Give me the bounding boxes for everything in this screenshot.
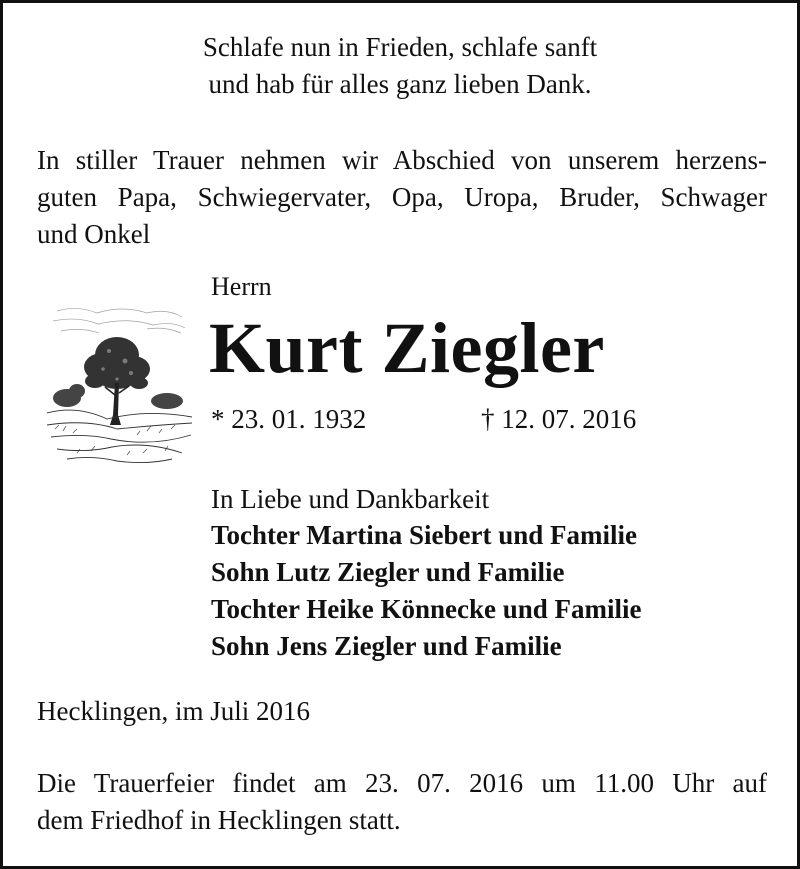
death-date: † 12. 07. 2016 — [481, 404, 637, 434]
funeral-line-2: dem Friedhof in Hecklingen statt. — [37, 805, 401, 835]
intro-line-2: guten Papa, Schwiegervater, Opa, Uropa, Bruder, Schwager — [37, 182, 767, 212]
funeral-notice — [37, 765, 767, 839]
motto-line-1: Schlafe nun in Frieden, schlafe sanft — [202, 32, 598, 62]
birth-date: * 23. 01. 1932 — [211, 404, 367, 434]
list-item: Sohn Jens Ziegler und Familie — [211, 631, 562, 661]
tree-landscape-icon — [47, 303, 192, 468]
intro-line-1: In stiller Trauer nehmen wir Abschied von unserem herzens- — [37, 145, 767, 175]
place-and-date: Hecklingen, im Juli 2016 — [37, 696, 310, 726]
mourners-list — [211, 517, 642, 665]
intro-line-3: und Onkel — [37, 219, 151, 249]
motto-verse — [3, 29, 797, 103]
list-item: Tochter Heike Könnecke und Familie — [211, 594, 642, 624]
list-item: Sohn Lutz Ziegler und Familie — [211, 557, 565, 587]
deceased-name: Kurt Ziegler — [209, 308, 605, 388]
list-item: Tochter Martina Siebert und Familie — [211, 520, 637, 550]
funeral-line-1: Die Trauerfeier findet am 23. 07. 2016 um 11.00 Uhr auf — [37, 768, 767, 798]
mourners-intro: In Liebe und Dankbarkeit — [211, 484, 490, 514]
intro-text — [37, 142, 767, 253]
motto-line-2: und hab für alles ganz lieben Dank. — [208, 69, 592, 99]
salutation: Herrn — [211, 272, 272, 301]
